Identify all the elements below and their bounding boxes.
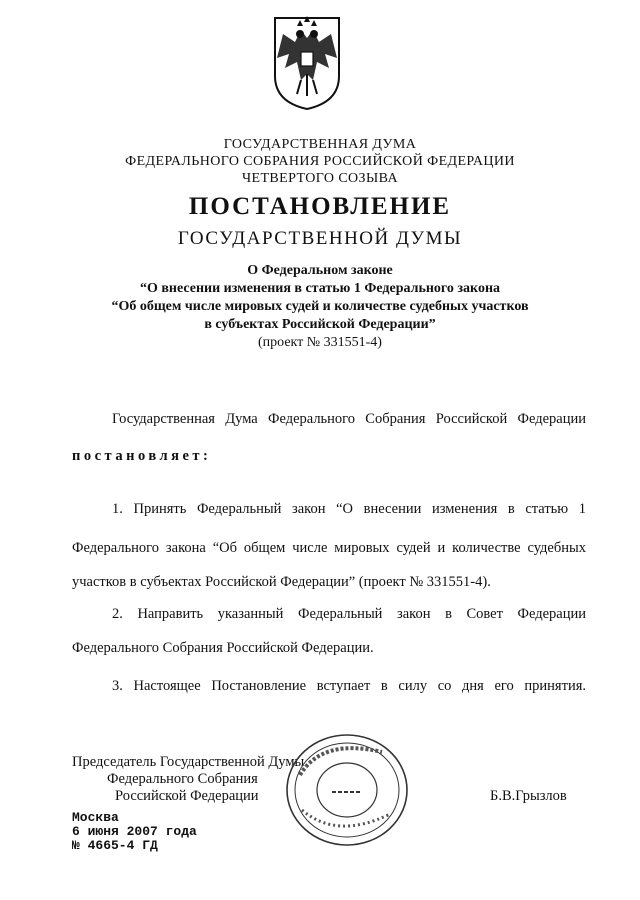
item-1-line: Федерального закона “Об общем числе мировых судей и количестве судебных bbox=[72, 540, 586, 556]
item-1-line: участков в субъектах Российской Федерации” (проект № 331551-4). bbox=[72, 574, 491, 590]
item-1-line: 1. Принять Федеральный закон “О внесении изменения в статью 1 bbox=[112, 501, 586, 517]
footer-date: 6 июня 2007 года bbox=[72, 824, 197, 839]
signatory-title-line: Федерального Собрания bbox=[107, 771, 258, 787]
subject-line: “Об общем числе мировых судей и количестве судебных участков bbox=[111, 299, 529, 314]
org-line: ГОСУДАРСТВЕННАЯ ДУМА bbox=[223, 137, 417, 152]
decree-word: постановляет: bbox=[72, 448, 212, 464]
subject-line: в субъектах Российской Федерации” bbox=[204, 317, 436, 332]
preamble: Государственная Дума Федерального Собрания Российской Федерации bbox=[112, 411, 586, 427]
item-2-line: Федерального Собрания Российской Федерации. bbox=[72, 640, 374, 656]
item-3-line: 3. Настоящее Постановление вступает в силу со дня его принятия. bbox=[112, 678, 586, 694]
office-stamp bbox=[282, 730, 412, 850]
document-title: ПОСТАНОВЛЕНИЕ bbox=[188, 193, 452, 220]
project-number: (проект № 331551-4) bbox=[258, 335, 382, 350]
subject-block bbox=[0, 262, 640, 352]
org-line: ЧЕТВЕРТОГО СОЗЫВА bbox=[242, 171, 398, 186]
document-subtitle: ГОСУДАРСТВЕННОЙ ДУМЫ bbox=[177, 228, 463, 249]
coat-of-arms-emblem bbox=[271, 14, 343, 112]
item-2-line: 2. Направить указанный Федеральный закон в Совет Федерации bbox=[112, 606, 586, 622]
signatory-title-line: Председатель Государственной Думы bbox=[72, 754, 305, 770]
footer-number: № 4665-4 ГД bbox=[72, 838, 158, 853]
signatory-title-line: Российской Федерации bbox=[115, 788, 259, 804]
footer-city: Москва bbox=[72, 810, 119, 825]
signatory-name: Б.В.Грызлов bbox=[490, 788, 567, 804]
subject-line: О Федеральном законе bbox=[247, 263, 393, 278]
org-line: ФЕДЕРАЛЬНОГО СОБРАНИЯ РОССИЙСКОЙ ФЕДЕРАЦИИ bbox=[125, 154, 515, 169]
subject-line: “О внесении изменения в статью 1 Федерального закона bbox=[139, 281, 501, 296]
organization-header bbox=[0, 136, 640, 187]
footer-block bbox=[72, 811, 197, 853]
